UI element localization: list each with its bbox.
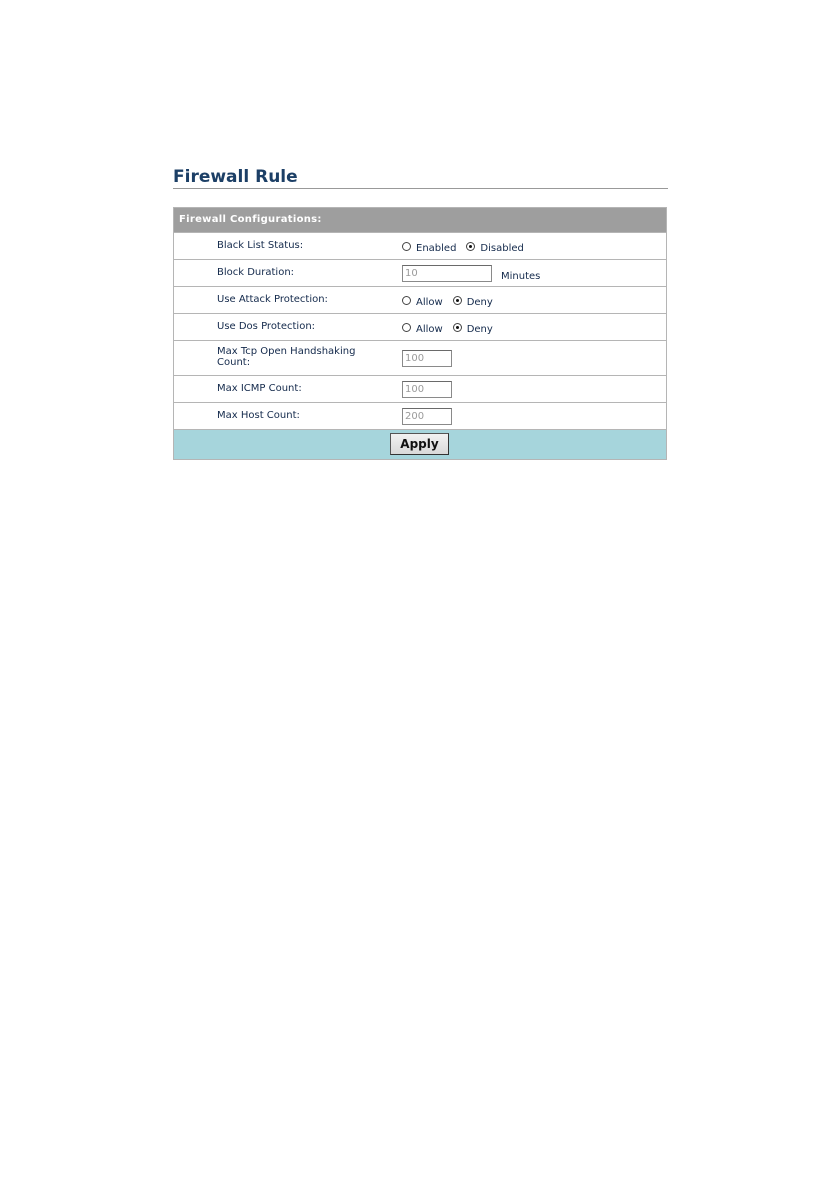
attack-protection-deny-label: Deny [466, 296, 493, 308]
page-title: Firewall Rule [173, 167, 668, 189]
black-list-enabled-label: Enabled [416, 242, 457, 254]
form-footer [174, 429, 666, 459]
max-tcp-input[interactable] [402, 350, 452, 367]
firewall-config-table [173, 207, 667, 460]
radio-checked-icon[interactable] [453, 323, 462, 332]
attack-protection-allow-label: Allow [416, 296, 443, 308]
apply-button[interactable]: Apply [390, 433, 449, 455]
block-duration-input[interactable] [402, 265, 492, 282]
block-duration-label: Block Duration: [217, 267, 295, 278]
radio-unchecked-icon[interactable] [402, 296, 411, 305]
dos-protection-deny-radio[interactable] [453, 322, 493, 333]
radio-checked-icon[interactable] [466, 242, 475, 251]
radio-unchecked-icon[interactable] [402, 242, 411, 251]
dos-protection-allow-label: Allow [416, 323, 443, 335]
row-attack-protection [174, 286, 666, 313]
black-list-disabled-label: Disabled [480, 242, 524, 254]
max-host-input[interactable] [402, 408, 452, 425]
max-icmp-label: Max ICMP Count: [217, 383, 302, 394]
row-max-tcp [174, 340, 666, 375]
max-tcp-label-line1: Max Tcp Open Handshaking [217, 346, 356, 357]
max-tcp-label [217, 346, 392, 368]
max-tcp-label-line2: Count: [217, 357, 251, 368]
block-duration-unit: Minutes [501, 270, 541, 282]
radio-checked-icon[interactable] [453, 296, 462, 305]
max-icmp-input[interactable] [402, 381, 452, 398]
row-max-host [174, 402, 666, 429]
row-block-duration [174, 259, 666, 286]
row-black-list-status [174, 232, 666, 259]
attack-protection-allow-radio[interactable] [402, 295, 443, 306]
max-host-label: Max Host Count: [217, 410, 300, 421]
attack-protection-deny-radio[interactable] [453, 295, 493, 306]
radio-unchecked-icon[interactable] [402, 323, 411, 332]
attack-protection-label: Use Attack Protection: [217, 294, 328, 305]
row-max-icmp [174, 375, 666, 402]
black-list-status-label: Black List Status: [217, 240, 304, 251]
section-header: Firewall Configurations: [174, 208, 666, 232]
dos-protection-label: Use Dos Protection: [217, 321, 316, 332]
dos-protection-allow-radio[interactable] [402, 322, 443, 333]
black-list-disabled-radio[interactable] [466, 241, 523, 252]
black-list-enabled-radio[interactable] [402, 241, 456, 252]
dos-protection-deny-label: Deny [466, 323, 493, 335]
row-dos-protection [174, 313, 666, 340]
